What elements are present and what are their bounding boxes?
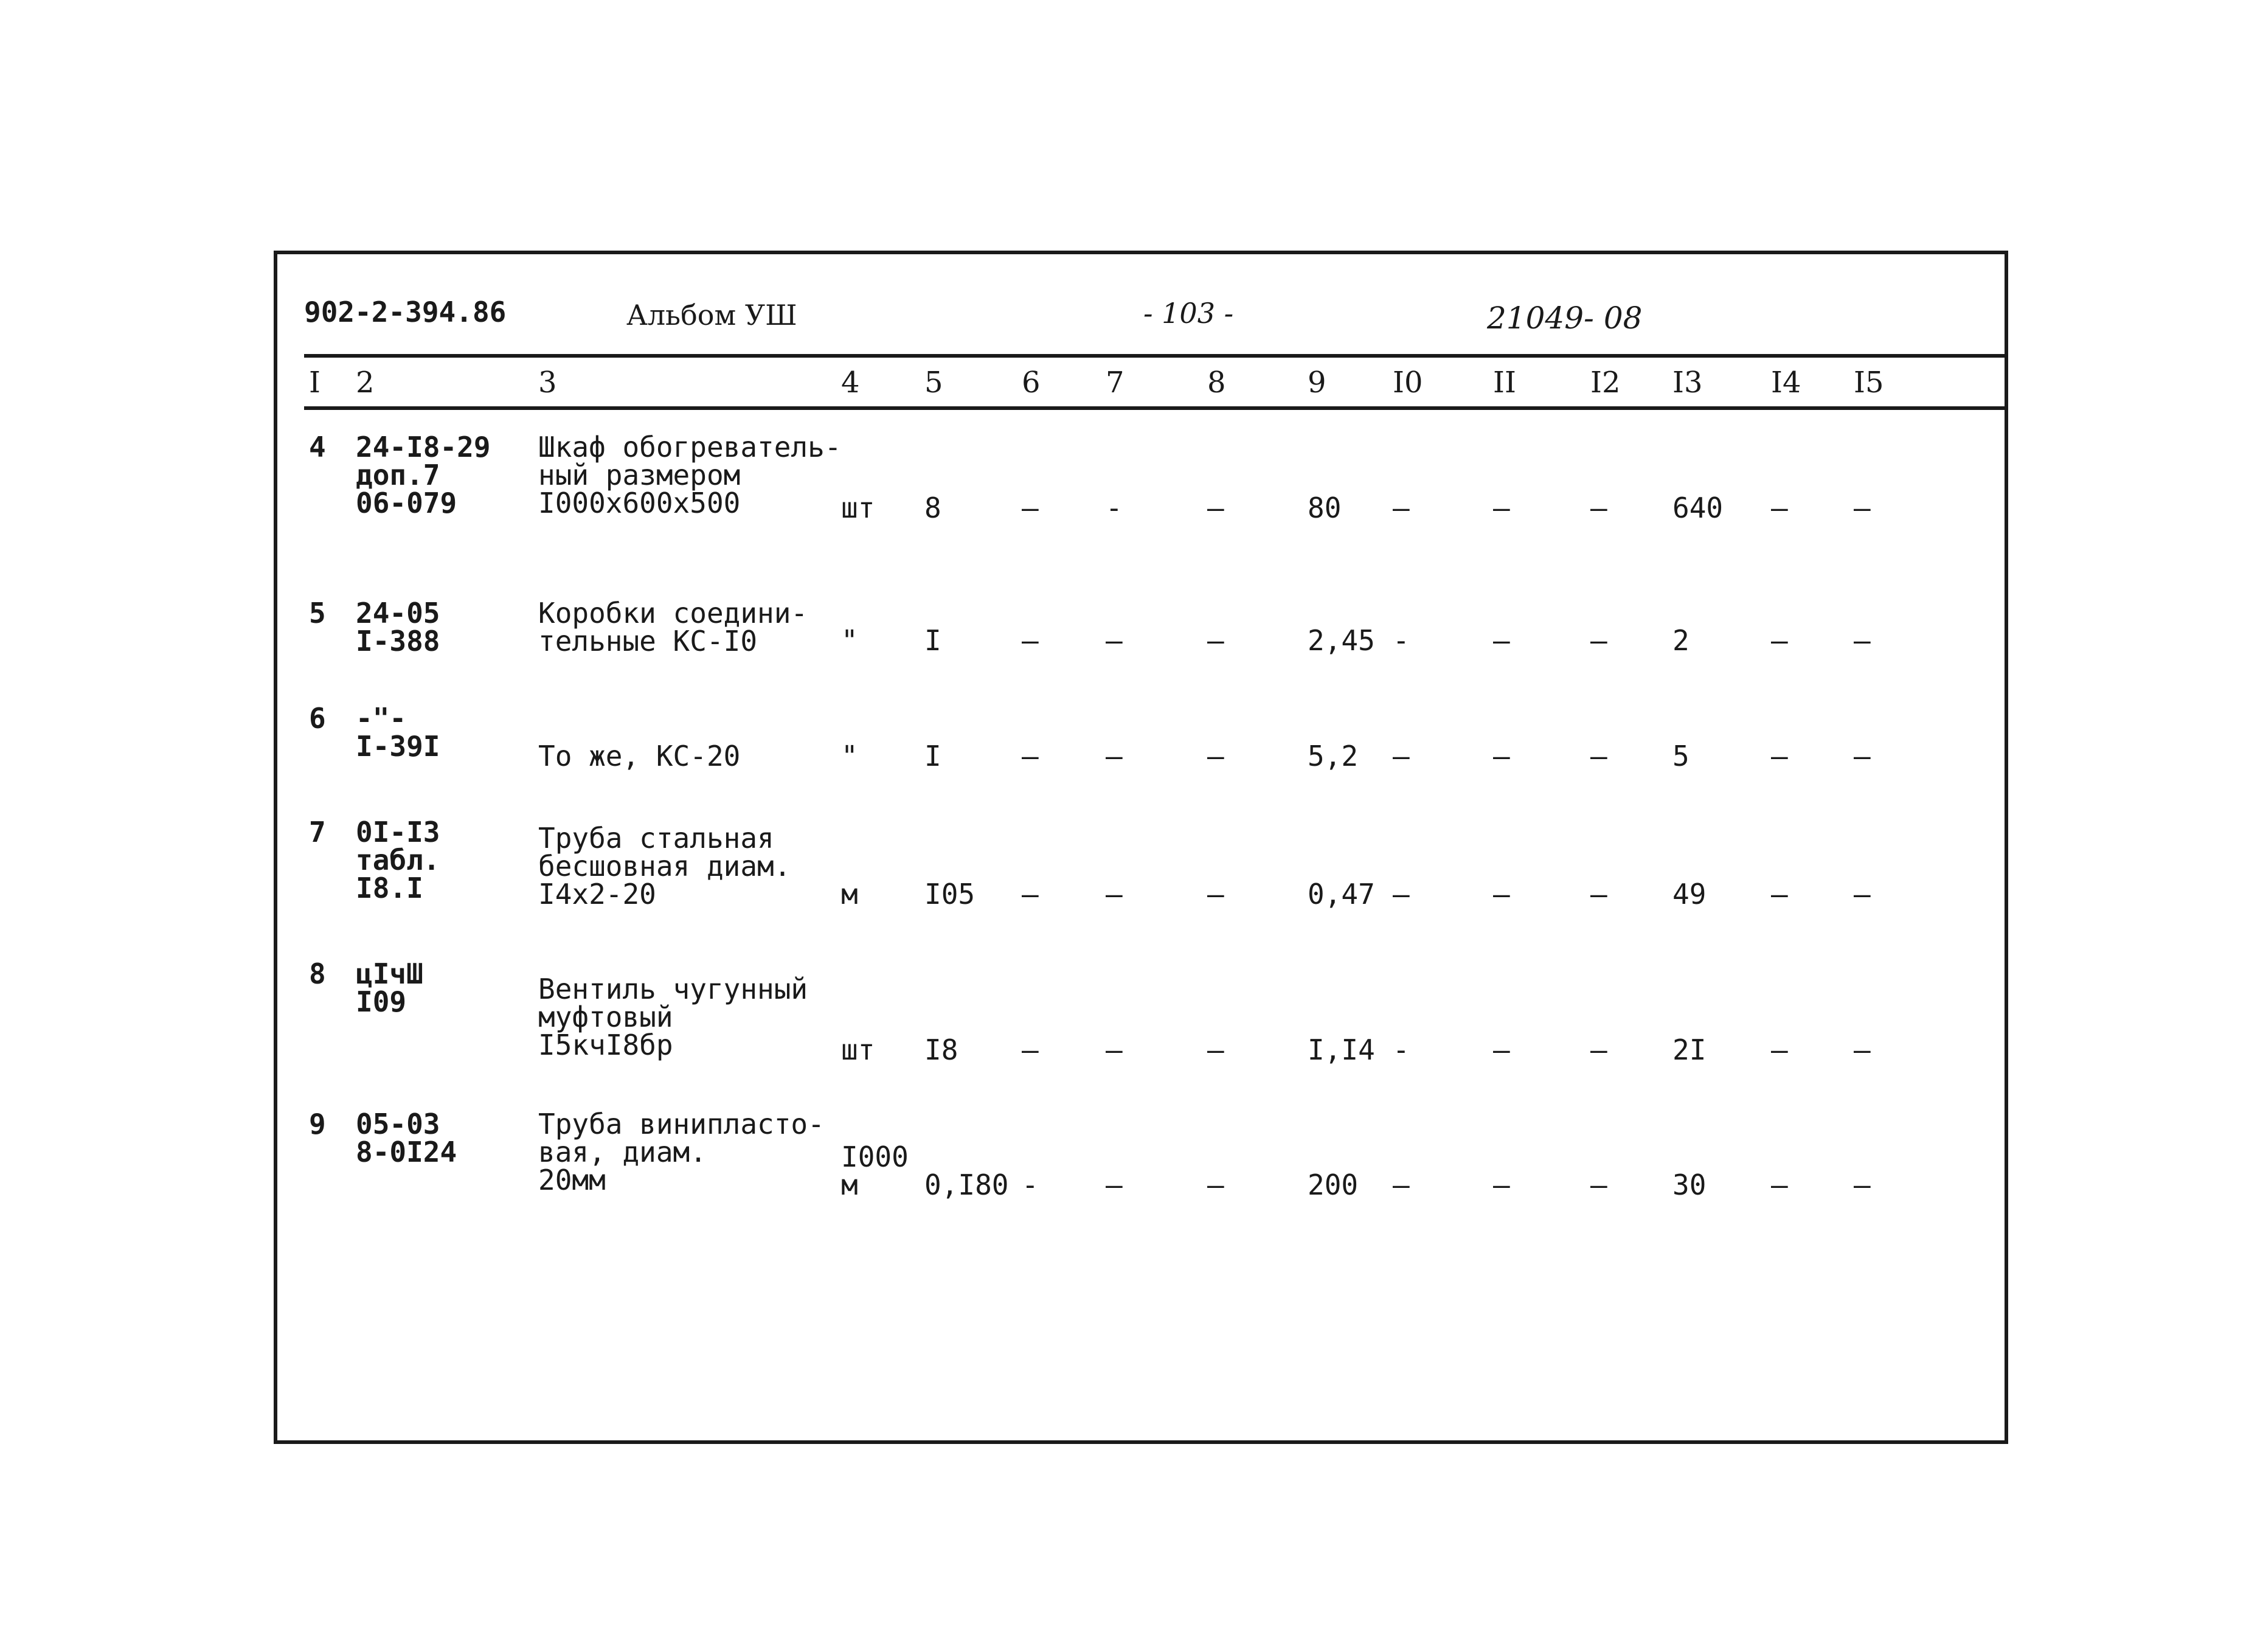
row-cell: –: [1771, 1168, 1788, 1201]
row-cell: –: [1771, 624, 1788, 657]
album-label: Альбом УШ: [626, 299, 797, 331]
row-cell: 8: [924, 491, 941, 524]
row-cell: -: [1393, 1033, 1410, 1066]
row-code: цIчШ I09: [356, 957, 423, 1018]
row-cell: –: [1854, 624, 1871, 657]
row-cell: I05: [924, 878, 976, 911]
row-cell: –: [1207, 491, 1224, 524]
row-cell: 2I: [1672, 1033, 1707, 1066]
row-cell: ": [841, 740, 858, 772]
row-cell: м: [841, 878, 858, 911]
row-cell: –: [1493, 624, 1510, 657]
document-number: 21049- 08: [1487, 300, 1643, 336]
row-cell: 640: [1672, 491, 1724, 524]
row-cell: –: [1590, 1168, 1607, 1201]
row-cell: 5: [1672, 740, 1689, 772]
row-position: 8: [309, 957, 326, 990]
row-cell: –: [1393, 1168, 1410, 1201]
row-cell: 200: [1308, 1168, 1359, 1201]
row-cell: –: [1854, 491, 1871, 524]
column-number: 8: [1207, 366, 1226, 400]
column-number: I: [309, 366, 321, 400]
column-number: 5: [924, 366, 943, 400]
column-number: 4: [841, 366, 860, 400]
row-cell: –: [1590, 624, 1607, 657]
row-cell: 0,47: [1308, 878, 1375, 911]
row-cell: –: [1854, 1168, 1871, 1201]
row-cell: 49: [1672, 878, 1707, 911]
row-cell: –: [1590, 740, 1607, 772]
row-cell: –: [1771, 491, 1788, 524]
row-cell: –: [1106, 624, 1123, 657]
column-number: I3: [1672, 366, 1703, 400]
row-cell: –: [1493, 740, 1510, 772]
row-cell: –: [1493, 491, 1510, 524]
row-cell: 80: [1308, 491, 1342, 524]
row-cell: -: [1022, 1168, 1039, 1201]
row-code: 05-03 8-0I24: [356, 1108, 457, 1168]
row-position: 9: [309, 1108, 326, 1140]
row-cell: 2: [1672, 624, 1689, 657]
column-number: 2: [356, 366, 375, 400]
column-number: 7: [1106, 366, 1125, 400]
row-cell: –: [1393, 878, 1410, 911]
row-cell: –: [1590, 1033, 1607, 1066]
row-cell: –: [1854, 878, 1871, 911]
row-cell: –: [1106, 1168, 1123, 1201]
row-cell: I000 м: [841, 1140, 909, 1201]
row-name: Шкаф обогреватель- ный размером I000x600x500: [538, 431, 842, 519]
document-code: 902-2-394.86: [304, 296, 507, 328]
row-code: 24-I8-29 доп.7 06-079: [356, 431, 491, 519]
row-cell: –: [1022, 878, 1039, 911]
row-cell: –: [1022, 491, 1039, 524]
row-cell: –: [1022, 624, 1039, 657]
row-cell: I,I4: [1308, 1033, 1375, 1066]
row-cell: –: [1207, 624, 1224, 657]
row-cell: –: [1771, 740, 1788, 772]
row-cell: –: [1393, 491, 1410, 524]
row-cell: –: [1590, 491, 1607, 524]
row-cell: –: [1493, 878, 1510, 911]
row-name: То же, КС-20: [538, 740, 741, 772]
row-cell: ": [841, 624, 858, 657]
row-name: Коробки соедини- тельные КС-I0: [538, 597, 808, 658]
row-cell: I: [924, 740, 941, 772]
row-cell: –: [1854, 1033, 1871, 1066]
page-number: - 103 -: [1143, 297, 1234, 330]
row-cell: –: [1106, 1033, 1123, 1066]
row-name: Вентиль чугунный муфтовый I5кчI8бр: [538, 973, 808, 1061]
row-position: 7: [309, 816, 326, 849]
row-cell: –: [1771, 878, 1788, 911]
row-cell: I: [924, 624, 941, 657]
header-rule-top: [304, 354, 2005, 358]
row-cell: –: [1207, 740, 1224, 772]
row-cell: 5,2: [1308, 740, 1359, 772]
row-code: -"- I-39I: [356, 702, 440, 763]
column-number: II: [1493, 366, 1516, 400]
column-number: 9: [1308, 366, 1326, 400]
row-cell: –: [1393, 740, 1410, 772]
row-cell: 2,45: [1308, 624, 1375, 657]
row-position: 4: [309, 431, 326, 463]
row-cell: –: [1854, 740, 1871, 772]
header-rule-bottom: [304, 406, 2005, 410]
row-cell: шт: [841, 491, 875, 524]
row-code: 0I-I3 табл. I8.I: [356, 816, 440, 904]
row-cell: -: [1393, 624, 1410, 657]
column-number: I4: [1771, 366, 1801, 400]
row-cell: –: [1022, 740, 1039, 772]
row-code: 24-05 I-388: [356, 597, 440, 658]
row-cell: I8: [924, 1033, 958, 1066]
row-name: Труба стальная бесшовная диам. I4x2-20: [538, 822, 791, 911]
row-cell: –: [1106, 878, 1123, 911]
row-cell: –: [1207, 878, 1224, 911]
row-cell: шт: [841, 1033, 875, 1066]
row-cell: –: [1022, 1033, 1039, 1066]
row-position: 5: [309, 597, 326, 630]
row-cell: –: [1106, 740, 1123, 772]
row-cell: –: [1207, 1033, 1224, 1066]
row-cell: –: [1590, 878, 1607, 911]
column-number: 6: [1022, 366, 1041, 400]
sheet-frame: [274, 251, 2008, 1444]
row-cell: –: [1207, 1168, 1224, 1201]
row-name: Труба винипласто- вая, диам. 20мм: [538, 1108, 825, 1196]
column-number: I0: [1393, 366, 1423, 400]
row-cell: –: [1493, 1033, 1510, 1066]
row-cell: -: [1106, 491, 1123, 524]
column-number: 3: [538, 366, 557, 400]
column-number: I2: [1590, 366, 1621, 400]
row-cell: 0,I80: [924, 1168, 1009, 1201]
column-number: I5: [1854, 366, 1884, 400]
row-cell: –: [1493, 1168, 1510, 1201]
row-cell: 30: [1672, 1168, 1707, 1201]
row-cell: –: [1771, 1033, 1788, 1066]
row-position: 6: [309, 702, 326, 735]
